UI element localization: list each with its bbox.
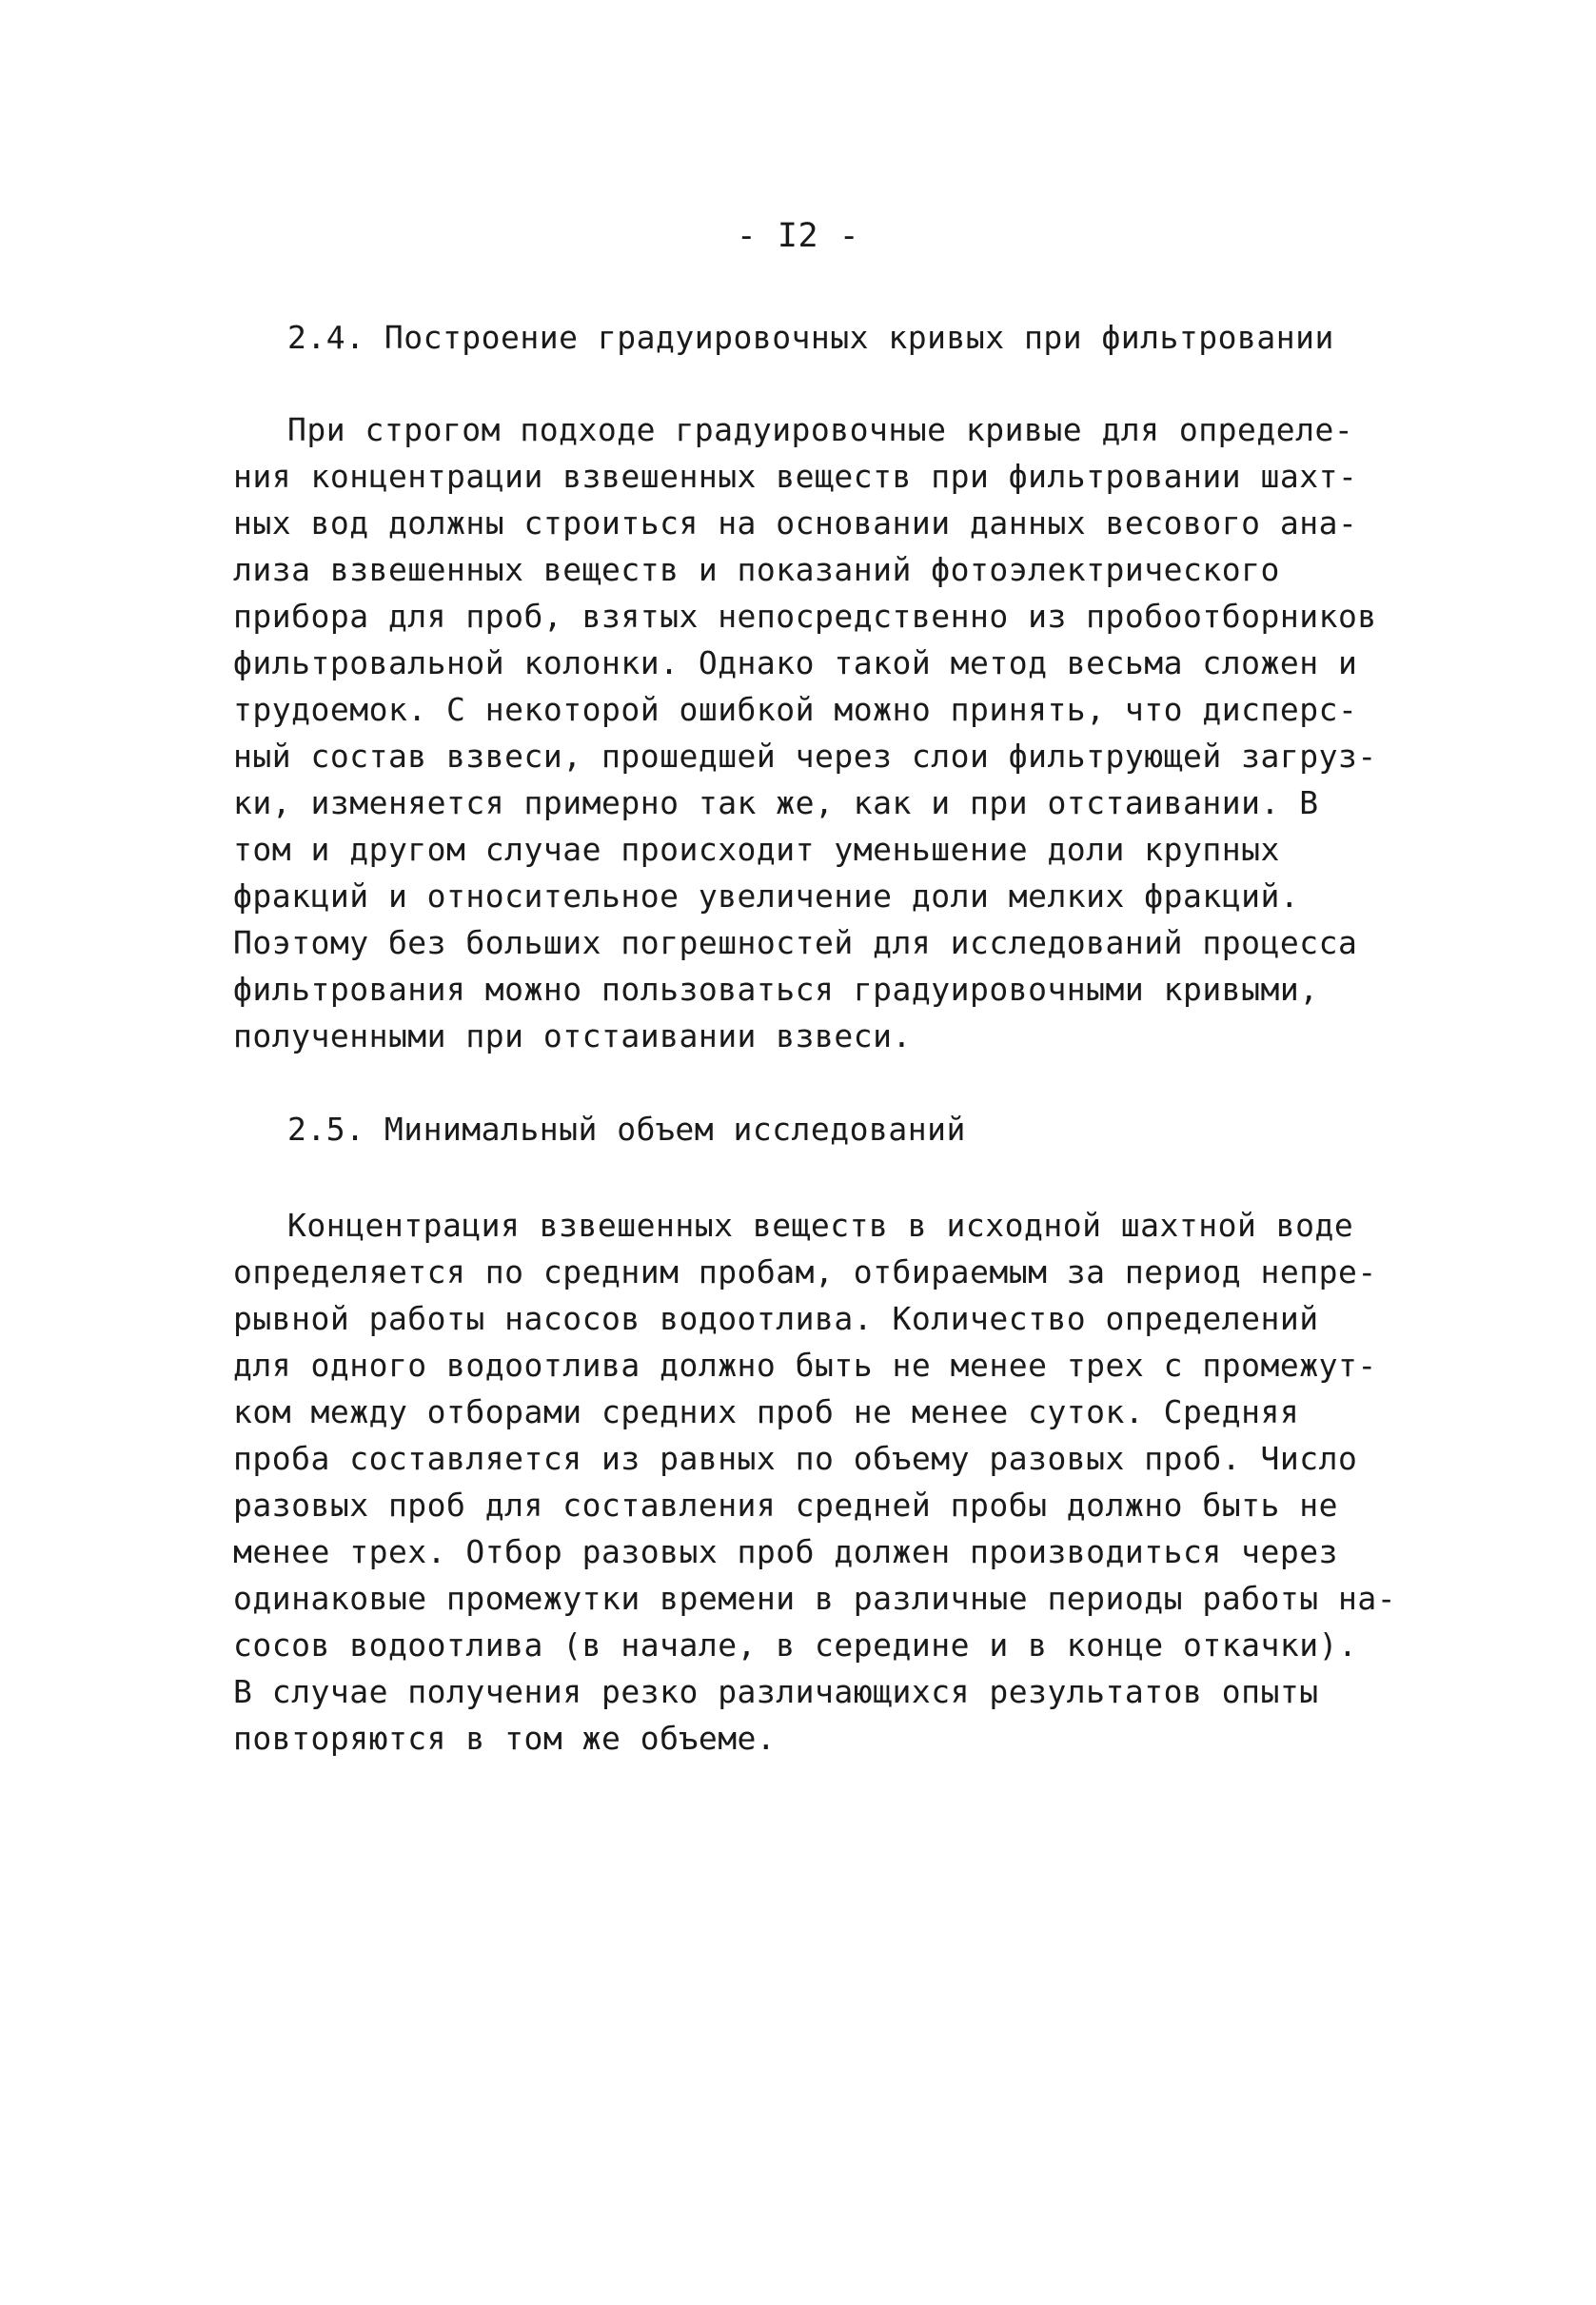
section-2-4-paragraph	[233, 406, 1377, 1059]
paragraph-line: прибора для проб, взятых непосредственно из пробоотборников	[233, 598, 1377, 635]
paragraph-line: рывной работы насосов водоотлива. Количество определений	[233, 1300, 1319, 1337]
paragraph-line: для одного водоотлива должно быть не менее трех с промежут-	[233, 1347, 1377, 1384]
paragraph-line: фильтрования можно пользоваться градуировочными кривыми,	[233, 971, 1319, 1008]
paragraph-line: проба составляется из равных по объему разовых проб. Число	[233, 1440, 1358, 1477]
paragraph-line: менее трех. Отбор разовых проб должен производиться через	[233, 1533, 1338, 1570]
paragraph-line: разовых проб для составления средней пробы должно быть не	[233, 1487, 1338, 1524]
paragraph-line: трудоемок. С некоторой ошибкой можно принять, что дисперс-	[233, 691, 1358, 728]
paragraph-line: Концентрация взвешенных веществ в исходной шахтной воде	[287, 1207, 1354, 1244]
paragraph-line: В случае получения резко различающихся результатов опыты	[233, 1673, 1319, 1710]
section-2-5-paragraph	[233, 1202, 1396, 1762]
paragraph-line: полученными при отстаивании взвеси.	[233, 1017, 912, 1054]
paragraph-line: ком между отборами средних проб не менее суток. Средняя	[233, 1393, 1300, 1430]
paragraph-line: сосов водоотлива (в начале, в середине и в конце откачки).	[233, 1626, 1358, 1664]
paragraph-line: одинаковые промежутки времени в различные периоды работы на-	[233, 1580, 1397, 1617]
paragraph-line: повторяются в том же объеме.	[233, 1720, 777, 1757]
paragraph-line: фильтровальной колонки. Однако такой метод весьма сложен и	[233, 644, 1358, 681]
section-heading-2-4: 2.4. Построение градуировочных кривых при фильтровании	[287, 319, 1334, 356]
paragraph-line: фракций и относительное увеличение доли мелких фракций.	[233, 877, 1300, 915]
paragraph-line: лиза взвешенных веществ и показаний фотоэлектрического	[233, 551, 1280, 588]
page-number: - I2 -	[736, 217, 860, 255]
paragraph-line: ных вод должны строиться на основании данных весового ана-	[233, 504, 1358, 542]
paragraph-line: При строгом подходе градуировочные кривые для определе-	[287, 411, 1354, 448]
paragraph-line: определяется по средним пробам, отбираемым за период непре-	[233, 1253, 1377, 1290]
section-heading-2-5: 2.5. Минимальный объем исследований	[287, 1111, 966, 1148]
paragraph-line: ный состав взвеси, прошедшей через слои фильтрующей загруз-	[233, 738, 1377, 775]
paragraph-line: Поэтому без больших погрешностей для исследований процесса	[233, 924, 1358, 961]
paragraph-line: ния концентрации взвешенных веществ при фильтровании шахт-	[233, 458, 1358, 495]
paragraph-line: ки, изменяется примерно так же, как и при отстаивании. В	[233, 784, 1319, 821]
paragraph-line: том и другом случае происходит уменьшение доли крупных	[233, 831, 1280, 868]
